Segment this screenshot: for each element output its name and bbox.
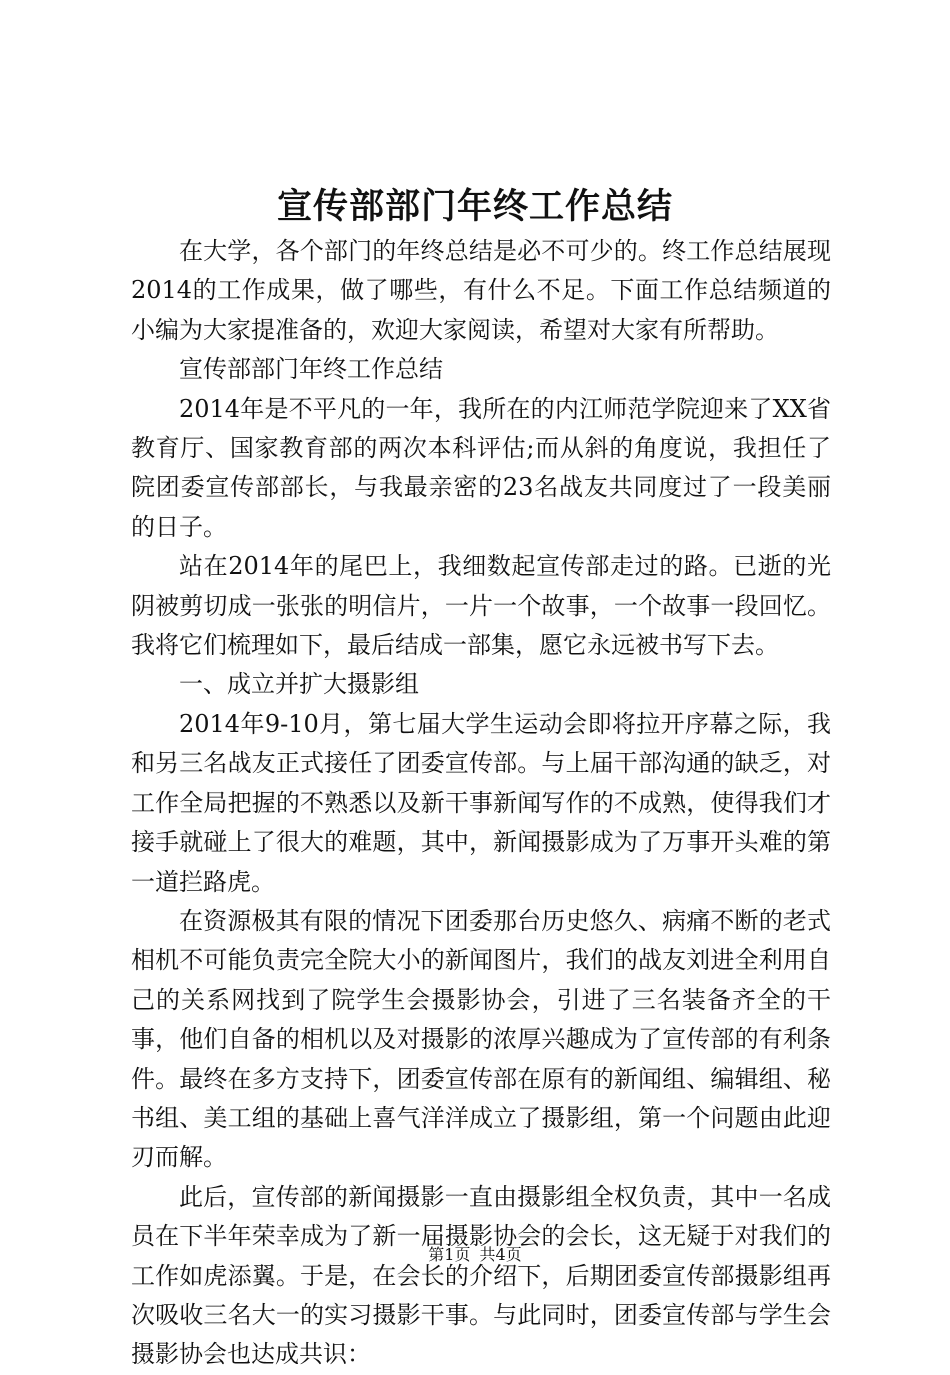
paragraph: 宣传部部门年终工作总结 [179,355,443,384]
document-body [131,232,831,1375]
paragraph: 2014年9-10月，第七届大学生运动会即将拉开序幕之际，我和另三名战友正式接任了团委宣传部。与上届干部沟通的缺乏，对工作全局把握的不熟悉以及新干事新闻写作的不成熟，使得我们才接手就碰上了很大的难题，其中，新闻摄影成为了万事开头难的第一道拦路虎。 [131,709,831,896]
section-heading: 一、成立并扩大摄影组 [179,670,419,699]
page-total: 共4页 [479,1245,522,1264]
paragraph: 此后，宣传部的新闻摄影一直由摄影组全权负责，其中一名成员在下半年荣幸成为了新一届摄影协会的会长，这无疑于对我们的工作如虎添翼。于是，在会长的介绍下，后期团委宣传部摄影组再次吸收三名大一的实习摄影干事。与此同时，团委宣传部与学生会摄影协会也达成共识： [131,1182,831,1369]
paragraph: 在资源极其有限的情况下团委那台历史悠久、病痛不断的老式相机不可能负责完全院大小的新闻图片，我们的战友刘进全利用自己的关系网找到了院学生会摄影协会，引进了三名装备齐全的干事，他们自备的相机以及对摄影的浓厚兴趣成为了宣传部的有利条件。最终在多方支持下，团委宣传部在原有的新闻组、编辑组、秘书组、美工组的基础上喜气洋洋成立了摄影组，第一个问题由此迎刃而解。 [131,906,831,1172]
page-footer [0,1244,950,1266]
paragraph: 站在2014年的尾巴上，我细数起宣传部走过的路。已逝的光阴被剪切成一张张的明信片，一片一个故事，一个故事一段回忆。我将它们梳理如下，最后结成一部集，愿它永远被书写下去。 [131,552,831,660]
document-title: 宣传部部门年终工作总结 [276,186,673,227]
page-number: 第1页 [428,1245,471,1264]
paragraph: 2014年是不平凡的一年，我所在的内江师范学院迎来了XX省教育厅、国家教育部的两次本科评估;而从斜的角度说，我担任了院团委宣传部部长，与我最亲密的23名战友共同度过了一段美丽的日子。 [131,394,831,541]
paragraph: 在大学，各个部门的年终总结是必不可少的。终工作总结展现2014的工作成果，做了哪些，有什么不足。下面工作总结频道的小编为大家提准备的，欢迎大家阅读，希望对大家有所帮助。 [131,237,831,344]
